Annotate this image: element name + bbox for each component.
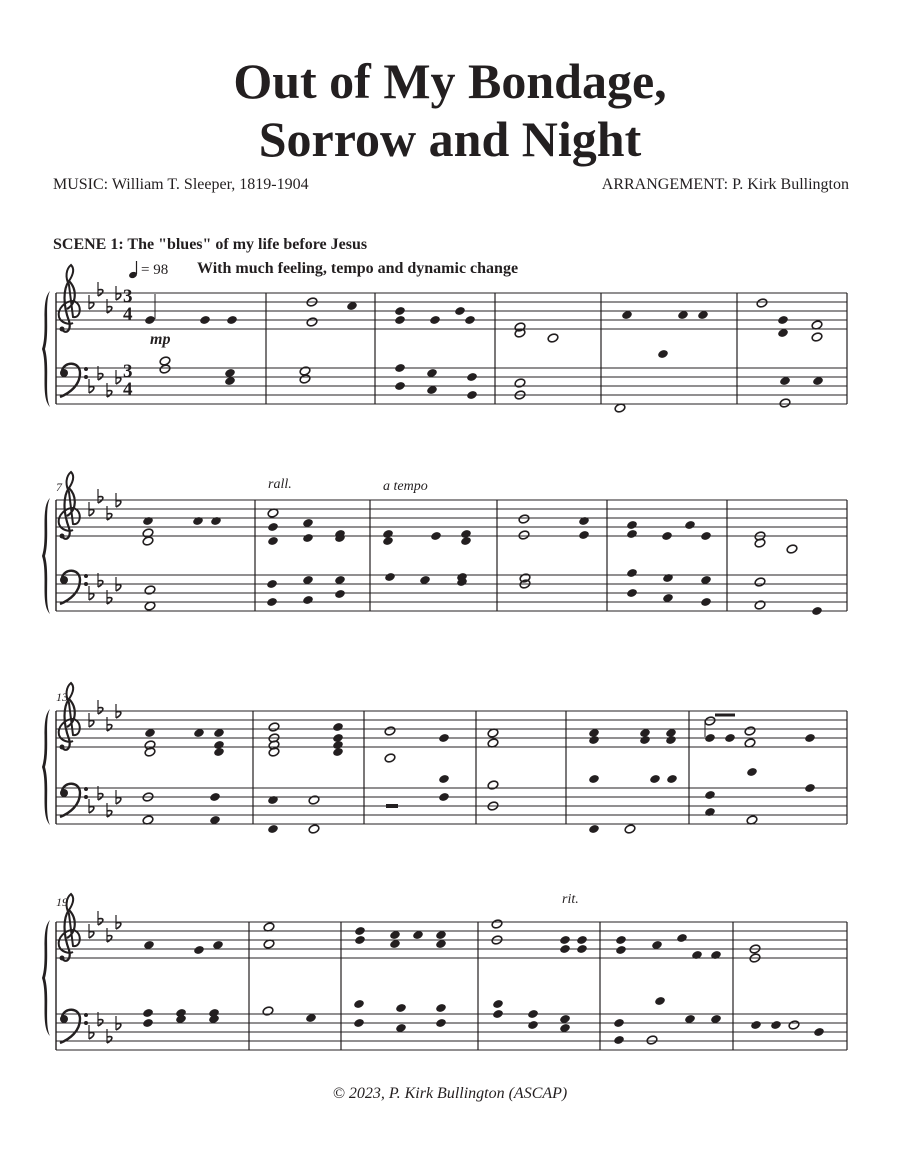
key-signature-2 [89, 489, 121, 604]
svg-text:3: 3 [123, 286, 133, 307]
staff-treble-4 [56, 922, 847, 958]
svg-text:3: 3 [123, 361, 133, 382]
brace-4 [42, 920, 50, 1036]
key-signature-1 [89, 282, 121, 397]
title-line-2: Sorrow and Night [258, 111, 642, 167]
barlines-1 [266, 293, 847, 404]
system-3 [42, 683, 847, 834]
brace-1 [42, 291, 50, 407]
bass-clef-icon [60, 784, 88, 817]
bass-clef-icon [60, 364, 88, 397]
system-4 [42, 892, 847, 1050]
staff-bass-1 [56, 368, 847, 404]
measure-number-13: 13 [56, 690, 68, 704]
key-signature-3 [89, 700, 121, 817]
system-2 [42, 472, 847, 616]
marking-a-tempo: a tempo [383, 479, 428, 494]
copyright-notice: © 2023, P. Kirk Bullington (ASCAP) [332, 1085, 568, 1102]
bass-clef-icon [60, 571, 88, 604]
staff-treble-2 [56, 500, 847, 536]
staff-bass-3 [56, 788, 847, 824]
tempo-value: = 98 [141, 261, 169, 278]
barlines-4 [249, 922, 847, 1050]
dynamic-mp: mp [150, 331, 171, 348]
svg-text:4: 4 [123, 304, 133, 325]
notes-system-2 [142, 508, 823, 616]
system-1 [42, 265, 847, 413]
measure-number-7: 7 [56, 480, 62, 494]
measure-number-19: 19 [56, 895, 68, 909]
music-credit: MUSIC: William T. Sleeper, 1819-1904 [53, 176, 309, 193]
staff-bass-2 [56, 575, 847, 611]
scene-heading: SCENE 1: The "blues" of my life before Jesus [53, 236, 368, 253]
staff-bass-4 [56, 1014, 847, 1050]
marking-rit: rit. [562, 892, 579, 907]
brace-2 [42, 498, 50, 614]
time-signature [123, 286, 133, 400]
notes-system-4 [142, 919, 825, 1045]
staff-treble-1 [56, 293, 847, 329]
notes-system-3 [142, 715, 816, 834]
marking-rall: rall. [268, 477, 292, 492]
treble-clef-icon [59, 265, 80, 332]
svg-text:4: 4 [123, 379, 133, 400]
bass-clef-icon [60, 1010, 88, 1043]
expression-marking: With much feeling, tempo and dynamic change [197, 260, 519, 277]
title-line-1: Out of My Bondage, [233, 53, 667, 109]
half-rest [386, 804, 398, 808]
arrangement-credit: ARRANGEMENT: P. Kirk Bullington [601, 176, 849, 193]
brace-3 [42, 709, 50, 825]
